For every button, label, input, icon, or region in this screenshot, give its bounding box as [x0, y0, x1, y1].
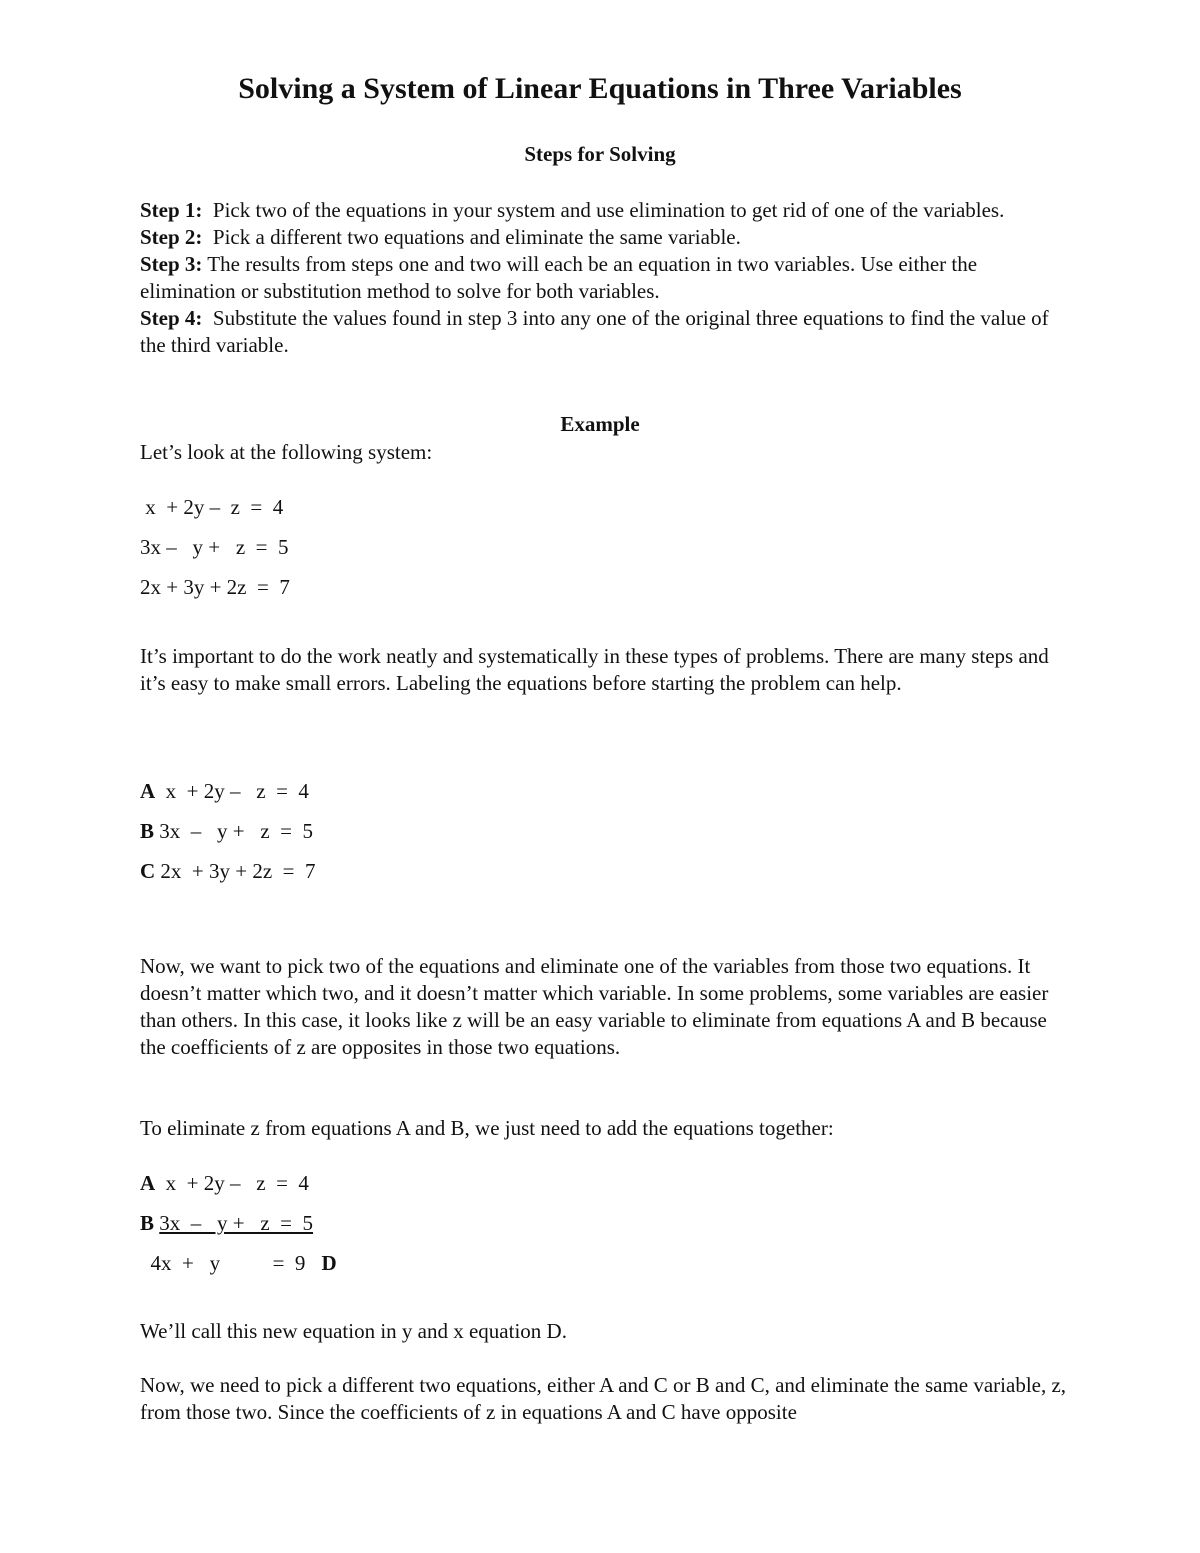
- explanation-text: Now, we want to pick two of the equations and eliminate one of the variables from those two equations. It doesn’t matter which two, and it doesn’t matter which variable. In some problems, some variables are easier than others. In this case, it looks like z will be an easy variable to eliminate from equations A and B because the coefficients of z are opposites in those two equations.: [140, 954, 1049, 1059]
- steps-heading: Steps for Solving: [524, 142, 676, 166]
- equation-body: 2x + 3y + 2z = 7: [155, 859, 316, 883]
- step-text: The results from steps one and two will each be an equation in two variables. Use either the elimination or substitution method to solve for both variables.: [140, 252, 978, 303]
- step-text: Pick two of the equations in your system and use elimination to get rid of one of the variables.: [212, 198, 1005, 222]
- system-equation-3: 2x + 3y + 2z = 7: [140, 575, 290, 599]
- next-text: Now, we need to pick a different two equations, either A and C or B and C, and eliminate the same variable, z, from those two. Since the coefficients of z in equations A and C have opposite: [140, 1373, 1067, 1424]
- next-paragraph: [140, 1372, 1070, 1426]
- call-d-text: We’ll call this new equation in y and x equation D.: [140, 1319, 567, 1343]
- labeled-equation-b: [140, 818, 313, 845]
- step-label: Step 1:: [140, 198, 203, 222]
- step-text: Pick a different two equations and eliminate the same variable.: [212, 225, 741, 249]
- step-4: [140, 305, 1070, 359]
- sum-equation-b: [140, 1210, 313, 1237]
- equation-label: A: [140, 779, 156, 803]
- equation-body: x + 2y – z = 4: [155, 1171, 309, 1195]
- system-equation-2: 3x – y + z = 5: [140, 535, 289, 559]
- sum-result-equation: [140, 1250, 337, 1277]
- equation-body: 4x + y = 9: [140, 1251, 306, 1275]
- steps-list: [140, 197, 1070, 359]
- explanation-paragraph: [140, 953, 1070, 1061]
- equation-body: x + 2y – z = 4: [155, 779, 309, 803]
- step-text: Substitute the values found in step 3 into any one of the original three equations to find the value of the third variable.: [140, 306, 1049, 357]
- labeled-equation-a: [140, 778, 309, 805]
- step-1: [140, 197, 1070, 224]
- eliminate-intro: To eliminate z from equations A and B, we just need to add the equations together:: [140, 1116, 834, 1140]
- page-title: Solving a System of Linear Equations in Three Variables: [238, 72, 962, 105]
- equation-label: B: [140, 1211, 155, 1235]
- example-heading: Example: [560, 412, 640, 436]
- advice-paragraph: [140, 643, 1070, 697]
- system-equation-1: x + 2y – z = 4: [140, 495, 284, 519]
- step-2: [140, 224, 1070, 251]
- step-3: [140, 251, 1070, 305]
- advice-text: It’s important to do the work neatly and systematically in these types of problems. There are many steps and it’s easy to make small errors. Labeling the equations before starting the problem can help.: [140, 644, 1049, 695]
- sum-equation-a: [140, 1170, 309, 1197]
- example-intro: Let’s look at the following system:: [140, 440, 433, 464]
- equation-label: C: [140, 859, 156, 883]
- equation-label: B: [140, 819, 155, 843]
- labeled-equation-c: [140, 858, 316, 885]
- equation-label: A: [140, 1171, 156, 1195]
- step-label: Step 2:: [140, 225, 203, 249]
- step-label: Step 4:: [140, 306, 203, 330]
- equation-body: 3x – y + z = 5: [154, 819, 314, 843]
- equation-body: 3x – y + z = 5: [159, 1211, 314, 1235]
- step-label: Step 3:: [140, 252, 203, 276]
- equation-tag: D: [321, 1251, 337, 1275]
